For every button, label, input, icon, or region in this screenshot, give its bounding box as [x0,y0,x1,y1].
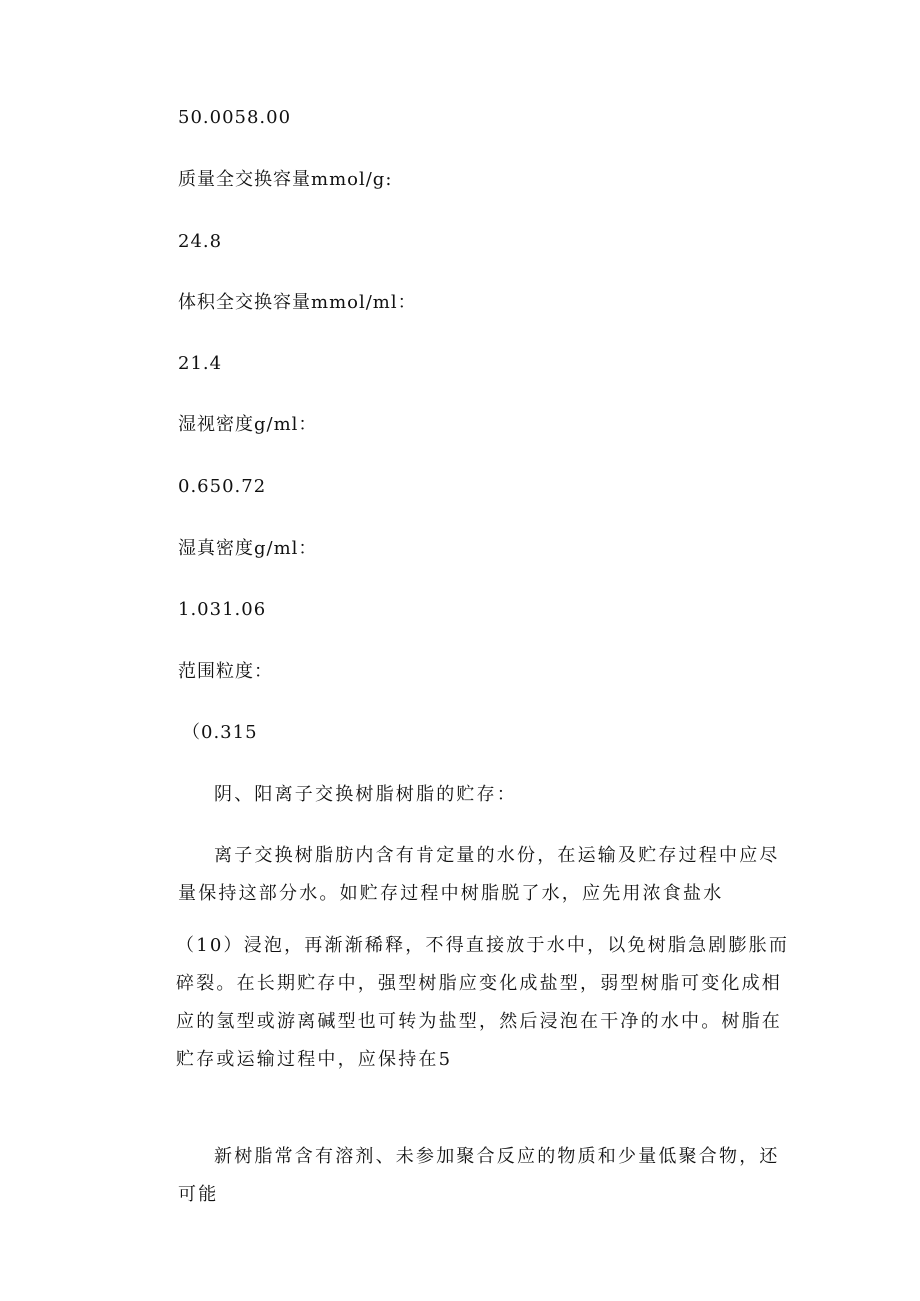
paragraph: 新树脂常含有溶剂、未参加聚合反应的物质和少量低聚合物，还可能 [178,1146,780,1205]
label-line: 范围粒度： [178,661,273,682]
value-line: （0.315 [182,722,258,743]
value-line: 24.8 [178,231,223,252]
label-line: 湿视密度g/ml： [178,414,318,435]
value-line: 1.031.06 [178,599,267,620]
label-line: 体积全交换容量mmol/ml： [178,292,417,313]
value-line: 0.650.72 [178,476,267,497]
section-heading: 阴、阳离子交换树脂树脂的贮存： [214,784,517,805]
value-line: 21.4 [178,353,223,374]
label-line: 质量全交换容量mmol/g: [178,169,393,190]
label-line: 湿真密度g/ml： [178,538,318,559]
value-line: 50.0058.00 [178,107,292,128]
paragraph: 离子交换树脂肪内含有肯定量的水份，在运输及贮存过程中应尽量保持这部分水。如贮存过程中树脂脱了水，应先用浓食盐水 [178,845,780,904]
paragraph: （10）浸泡，再渐渐稀释，不得直接放于水中，以免树脂急剧膨胀而碎裂。在长期贮存中，强型树脂应变化成盐型，弱型树脂可变化成相应的氢型或游离碱型也可转为盐型，然后浸泡在干净的水中。树脂在贮存或运输过程中，应保持在5 [176,935,790,1070]
